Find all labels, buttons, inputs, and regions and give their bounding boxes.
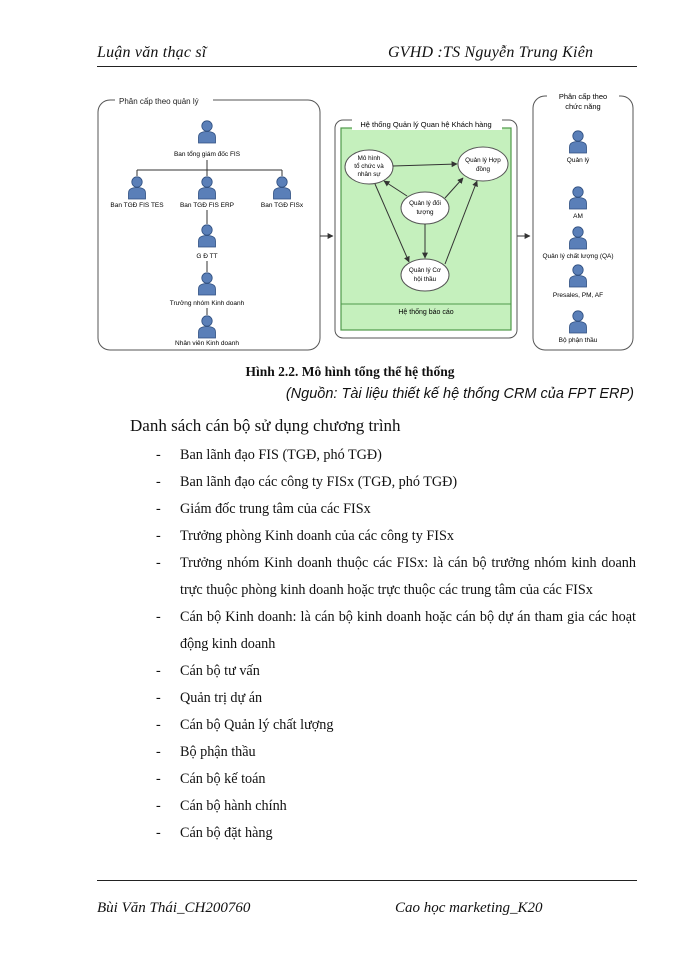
node-ban-tgd-fis-tes: Ban TGĐ FIS TES	[110, 202, 164, 209]
footer-right: Cao học marketing_K20	[395, 900, 543, 916]
node-c-line-2: tượng	[416, 209, 434, 216]
list-item	[156, 712, 636, 739]
center-panel-title: Hệ thống Quản lý Quan hệ Khách hàng	[360, 120, 492, 129]
list-item-text: Ban lãnh đạo các công ty FISx (TGĐ, phó TGĐ)	[180, 474, 458, 490]
bullet-dash: -	[156, 717, 161, 733]
bullet-dash: -	[156, 474, 161, 490]
header-rule	[97, 66, 637, 67]
bullet-dash: -	[156, 798, 161, 814]
node-truong-nhom: Trưởng nhóm Kinh doanh	[169, 300, 245, 307]
list-item	[156, 469, 636, 496]
list-item-text: Cán bộ Quản lý chất lượng	[180, 717, 334, 733]
role-quan-ly: Quản lý	[566, 157, 590, 164]
bullet-dash: -	[156, 825, 161, 841]
bullet-dash: -	[156, 555, 161, 571]
role-presales: Presales, PM, AF	[552, 292, 604, 299]
list-item	[156, 496, 636, 523]
list-item	[156, 604, 636, 658]
list-item-text: Bộ phận thầu	[180, 744, 256, 760]
node-quan-ly-doi-tuong	[401, 192, 449, 224]
list-item-text: Trưởng phòng Kinh doanh của các công ty FISx	[180, 528, 454, 544]
list-item	[156, 766, 636, 793]
he-thong-bao-cao: Hệ thống báo cáo	[398, 309, 454, 316]
list-item-text: Quản trị dự án	[180, 690, 263, 706]
list-item-text: Cán bộ tư vấn	[180, 663, 260, 679]
node-ban-tong-giam-doc: Ban tổng giám đốc FIS	[173, 151, 241, 158]
node-ban-tgd-fisx: Ban TGĐ FISx	[260, 202, 304, 209]
staff-list	[156, 442, 636, 847]
node-gd-tt: G Đ TT	[196, 253, 218, 260]
node-b-line-1: Quản lý Hợp	[465, 157, 501, 164]
role-am: AM	[573, 213, 583, 220]
node-c-line-1: Quản lý đối	[409, 200, 441, 207]
list-item-text: Cán bộ hành chính	[180, 798, 287, 814]
node-a-line-1: Mô hình	[357, 155, 381, 162]
right-panel-title-1: Phân cấp theo	[558, 92, 608, 101]
bullet-dash: -	[156, 744, 161, 760]
bullet-dash: -	[156, 609, 161, 625]
bullet-dash: -	[156, 771, 161, 787]
role-qa: Quản lý chất lượng (QA)	[542, 253, 614, 260]
list-item-text: Giám đốc trung tâm của các FISx	[180, 501, 371, 517]
bullet-dash: -	[156, 447, 161, 463]
footer-rule	[97, 880, 637, 881]
list-item	[156, 523, 636, 550]
node-nhan-vien: Nhân viên Kinh doanh	[175, 340, 239, 347]
list-item	[156, 793, 636, 820]
node-ban-tgd-fis-erp: Ban TGĐ FIS ERP	[179, 202, 235, 209]
list-item-text: Cán bộ đặt hàng	[180, 825, 273, 841]
node-quan-ly-hop-dong	[458, 147, 508, 181]
header-left: Luận văn thạc sĩ	[97, 44, 207, 61]
footer-left: Bùi Văn Thái_CH200760	[97, 900, 251, 916]
list-item	[156, 658, 636, 685]
node-d-line-1: Quản lý Cơ	[408, 267, 442, 274]
node-quan-ly-co-hoi-thau	[401, 259, 449, 291]
list-item	[156, 685, 636, 712]
bullet-dash: -	[156, 528, 161, 544]
right-panel-title-2: chức năng	[565, 102, 601, 111]
list-item	[156, 442, 636, 469]
role-bo-phan-thau: Bộ phận thầu	[558, 337, 598, 344]
node-b-line-2: đồng	[475, 166, 491, 173]
list-item-text: Ban lãnh đạo FIS (TGĐ, phó TGĐ)	[180, 447, 382, 463]
figure-caption: Hình 2.2. Mô hình tổng thể hệ thống	[245, 364, 455, 379]
header-right: GVHD :TS Nguyễn Trung Kiên	[388, 44, 594, 61]
bullet-dash: -	[156, 501, 161, 517]
list-item-text: Cán bộ kế toán	[180, 771, 266, 787]
list-item-text: Cán bộ Kinh doanh: là cán bộ kinh doanh hoặc cán bộ dự án tham gia các hoạt động kinh doanh	[180, 609, 636, 652]
figure-source: (Nguồn: Tài liệu thiết kế hệ thống CRM của FPT ERP)	[285, 386, 634, 402]
list-item	[156, 550, 636, 604]
node-a-line-3: nhân sự	[357, 171, 381, 178]
bullet-dash: -	[156, 663, 161, 679]
node-a-line-2: tổ chức và	[354, 163, 384, 170]
system-diagram	[97, 82, 637, 354]
bullet-dash: -	[156, 690, 161, 706]
list-item	[156, 739, 636, 766]
node-d-line-2: hội thầu	[413, 276, 437, 283]
section-title: Danh sách cán bộ sử dụng chương trình	[130, 416, 401, 435]
left-panel-title: Phân cấp theo quản lý	[119, 97, 199, 106]
list-item-text: Trưởng nhóm Kinh doanh thuộc các FISx: là cán bộ trưởng nhóm kinh doanh trực thuộc phòng kinh doanh hoặc trực thuộc các trung tâm của các FISx	[180, 555, 636, 598]
list-item	[156, 820, 636, 847]
